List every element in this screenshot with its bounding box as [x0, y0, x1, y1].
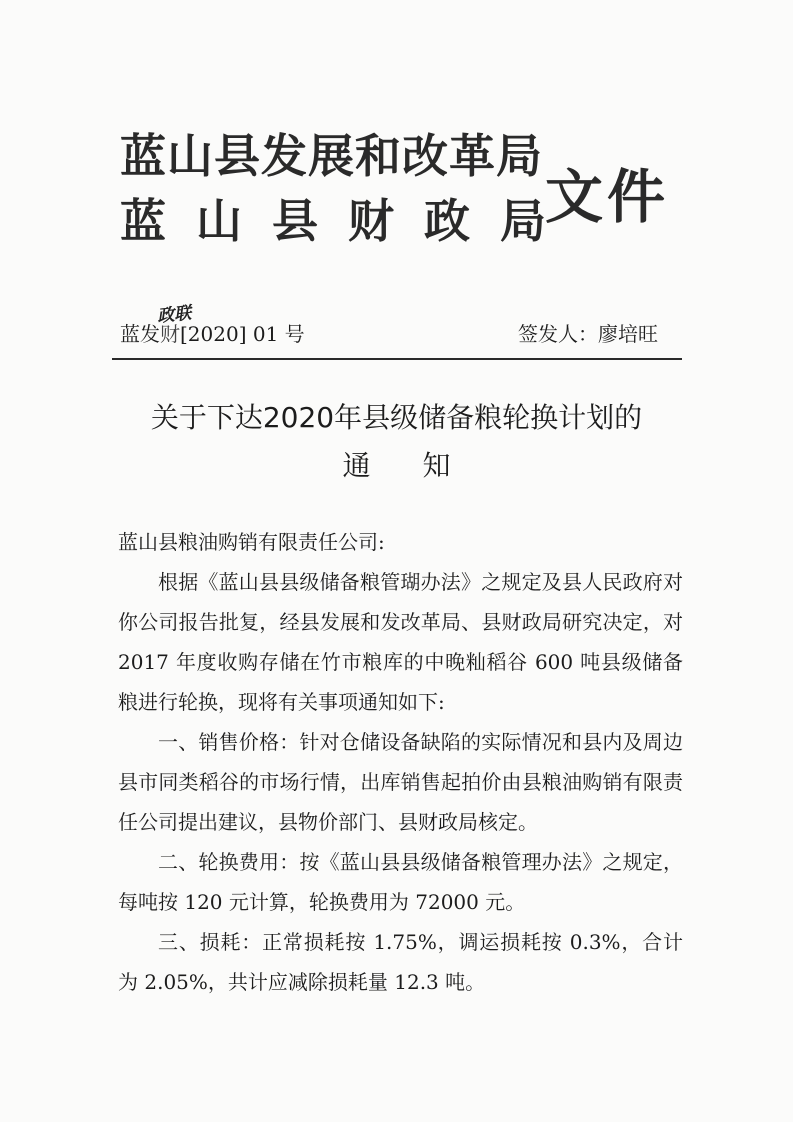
handwritten-correction: 政联	[156, 303, 193, 327]
header-divider	[112, 358, 682, 360]
document-title-line-1: 关于下达2020年县级储备粮轮换计划的	[150, 401, 643, 434]
issuing-org-1: 蓝山县发展和改革局	[120, 129, 543, 183]
salutation: 蓝山县粮油购销有限责任公司:	[118, 530, 385, 554]
document-title-line-2: 通知	[342, 449, 503, 482]
issuer: 签发人：廖培旺	[518, 322, 658, 346]
document-number	[120, 318, 305, 347]
paragraph-rotation-fee: 二、轮换费用：按《蓝山县县级储备粮管理办法》之规定，每吨按 120 元计算，轮换费用为 72000 元。	[118, 850, 683, 914]
paragraph-sales-price: 一、销售价格：针对仓储设备缺陷的实际情况和县内及周边县市同类稻谷的市场行情，出库销售起拍价由县粮油购销有限责任公司提出建议，县物价部门、县财政局核定。	[118, 730, 683, 834]
document-label: 文件	[545, 163, 670, 231]
paragraph-loss: 三、损耗：正常损耗按 1.75%，调运损耗按 0.3%，合计为 2.05%，共计应减除损耗量 12.3 吨。	[118, 930, 683, 994]
paragraph-intro: 根据《蓝山县县级储备粮管瑚办法》之规定及县人民政府对你公司报告批复，经县发展和发改革局、县财政局研究决定，对 2017 年度收购存储在竹市粮库的中晚籼稻谷 600 吨县级储备粮进行轮换，现将有关事项通知如下:	[118, 570, 683, 714]
document-number-prefix: 蓝发	[120, 322, 160, 346]
struck-character: 财	[160, 322, 180, 346]
document-number-rest: [2020] 01 号	[180, 322, 305, 346]
document-body	[118, 522, 683, 1002]
issuing-org-2: 蓝山县财政局	[120, 194, 576, 248]
